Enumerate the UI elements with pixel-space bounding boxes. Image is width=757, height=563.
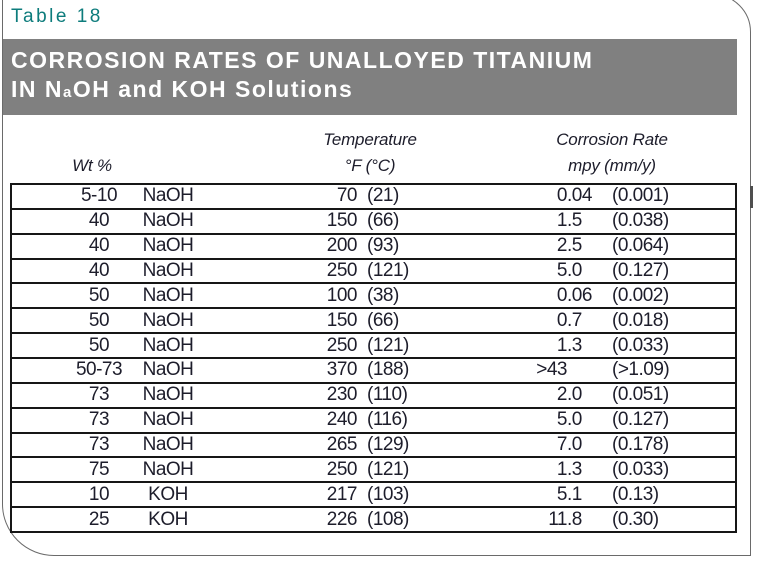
solution-cell: NaOH (142, 235, 194, 257)
temp-c-cell: (93) (367, 235, 399, 257)
rate-mpy-int-cell: 0 (556, 284, 567, 306)
title-line-2 (11, 75, 737, 107)
temp-c-cell: (121) (367, 458, 409, 480)
temp-f-cell: 217 (326, 483, 357, 505)
solution-cell: NaOH (142, 260, 194, 281)
rate-mpy-frac-cell: .1 (567, 483, 582, 505)
rate-mm-cell: (0.038) (612, 210, 669, 232)
temp-f-cell: 250 (326, 334, 357, 356)
wt-percent-cell: 73 (88, 409, 110, 431)
table-row (12, 357, 735, 382)
table-row (12, 307, 735, 332)
page-edge-mark (750, 186, 753, 208)
solution-cell: NaOH (142, 185, 194, 207)
table-row (12, 382, 735, 407)
solution-cell: NaOH (142, 309, 194, 331)
rate-mpy-int-cell: 0 (556, 185, 567, 207)
rate-mpy-int-cell: 5 (556, 260, 567, 281)
temp-f-cell: 100 (326, 284, 357, 306)
table-row (12, 432, 735, 457)
table-row (12, 481, 735, 506)
rate-mpy-int-cell: 5 (556, 483, 567, 505)
solution-cell: KOH (148, 508, 188, 530)
title-line-1: CORROSION RATES OF UNALLOYED TITANIUM (11, 47, 594, 73)
table-row (12, 456, 735, 481)
title-banner (3, 39, 737, 115)
temperature-units: °F (°C) (344, 156, 396, 175)
rate-mpy-int-cell: 1 (556, 458, 567, 480)
table-row (12, 208, 735, 233)
rate-mm-cell: (0.127) (612, 260, 669, 281)
rate-mpy-int-cell: 0 (556, 309, 567, 331)
temp-f-cell: 226 (326, 508, 357, 530)
rate-mpy-frac-cell: .8 (567, 508, 582, 530)
title-line-2-prefix: IN N (11, 76, 63, 102)
solution-cell: NaOH (142, 409, 194, 431)
rate-mpy-frac-cell: .0 (567, 409, 582, 431)
rate-mpy-frac-cell: .04 (567, 185, 592, 207)
table-row (12, 332, 735, 357)
temp-c-cell: (103) (367, 483, 409, 505)
temp-c-cell: (121) (367, 260, 409, 281)
temp-c-cell: (116) (367, 409, 408, 431)
data-table (10, 183, 737, 533)
rate-mm-cell: (0.033) (612, 458, 669, 480)
table-row (12, 258, 735, 283)
rate-mm-cell: (0.018) (612, 309, 669, 331)
wt-percent-cell: 50 (88, 284, 110, 306)
wt-percent-cell: 40 (88, 210, 110, 232)
rate-mpy-frac-cell: .7 (567, 309, 582, 331)
rate-mm-cell: (0.13) (612, 483, 659, 505)
rate-mpy-int-cell: 2 (556, 384, 567, 406)
solution-cell: NaOH (142, 434, 194, 456)
rate-mm-cell: (0.051) (612, 384, 669, 406)
corrosion-rate-units: mpy (mm/y) (568, 156, 656, 175)
rate-mpy-int-cell: 11 (548, 508, 567, 530)
wt-percent-cell: 40 (88, 235, 110, 257)
solution-cell: NaOH (142, 384, 194, 406)
temp-c-cell: (66) (367, 309, 399, 331)
rate-mm-cell: (0.002) (612, 284, 669, 306)
table-row (12, 282, 735, 307)
rate-mpy-frac-cell: .5 (567, 235, 582, 257)
rate-mpy-frac-cell: .3 (567, 458, 582, 480)
temp-c-cell: (38) (367, 284, 399, 306)
temp-f-cell: 265 (326, 434, 357, 456)
rate-mpy-int-cell: 7 (556, 434, 567, 456)
rate-mpy-int-cell: >43 (536, 359, 567, 381)
column-header-temperature (260, 127, 480, 179)
wt-percent-cell: 10 (88, 483, 110, 505)
solution-cell: NaOH (142, 359, 194, 381)
temp-c-cell: (188) (367, 359, 409, 381)
wt-percent-cell: 40 (88, 260, 110, 281)
title-line-2-rest: OH and KOH Solutions (72, 76, 354, 102)
solution-cell: NaOH (142, 284, 194, 306)
rate-mm-cell: (0.30) (612, 508, 659, 530)
rate-mm-cell: (0.178) (612, 434, 669, 456)
wt-percent-cell: 50-73 (75, 359, 123, 381)
table-row (12, 407, 735, 432)
temperature-label: Temperature (323, 130, 417, 149)
rate-mm-cell: (0.064) (612, 235, 669, 257)
wt-percent-cell: 5-10 (80, 185, 118, 207)
rate-mpy-frac-cell: .06 (567, 284, 592, 306)
rate-mpy-int-cell: 5 (556, 409, 567, 431)
solution-cell: NaOH (142, 334, 194, 356)
temp-f-cell: 150 (326, 210, 357, 232)
temp-c-cell: (108) (367, 508, 409, 530)
temp-f-cell: 200 (326, 235, 357, 257)
temp-f-cell: 250 (326, 260, 357, 281)
rate-mm-cell: (0.033) (612, 334, 669, 356)
rate-mpy-frac-cell: .0 (567, 434, 582, 456)
temp-c-cell: (21) (367, 185, 399, 207)
wt-percent-cell: 25 (88, 508, 110, 530)
rate-mm-cell: (0.001) (612, 185, 669, 207)
temp-c-cell: (121) (367, 334, 409, 356)
solution-cell: NaOH (142, 458, 194, 480)
temp-c-cell: (66) (367, 210, 399, 232)
rate-mpy-frac-cell: .0 (567, 384, 582, 406)
table-row (12, 233, 735, 258)
table-row (12, 506, 735, 531)
rate-mpy-frac-cell: .5 (567, 210, 582, 232)
wt-percent-cell: 50 (88, 309, 110, 331)
column-header-wt-percent: Wt % (72, 156, 112, 175)
naoh-subscript-a: a (63, 84, 73, 101)
rate-mpy-frac-cell: .3 (567, 334, 582, 356)
temp-f-cell: 240 (326, 409, 357, 431)
rate-mpy-int-cell: 1 (556, 334, 567, 356)
temp-c-cell: (129) (367, 434, 409, 456)
wt-percent-cell: 73 (88, 384, 110, 406)
temp-c-cell: (110) (367, 384, 408, 406)
temp-f-cell: 250 (326, 458, 357, 480)
table-number-label: Table 18 (11, 6, 103, 27)
rate-mm-cell: (0.127) (612, 409, 669, 431)
table-row (12, 185, 735, 208)
rate-mpy-frac-cell: .0 (567, 260, 582, 281)
wt-percent-cell: 73 (88, 434, 110, 456)
wt-percent-cell: 50 (88, 334, 110, 356)
column-header-corrosion-rate (502, 127, 722, 179)
solution-cell: NaOH (142, 210, 194, 232)
wt-percent-cell: 75 (88, 458, 110, 480)
temp-f-cell: 370 (326, 359, 357, 381)
rate-mpy-int-cell: 1 (556, 210, 567, 232)
temp-f-cell: 150 (326, 309, 357, 331)
solution-cell: KOH (148, 483, 188, 505)
corrosion-rate-label: Corrosion Rate (556, 130, 668, 149)
temp-f-cell: 70 (336, 185, 357, 207)
rate-mm-cell: (>1.09) (612, 359, 670, 381)
rate-mpy-int-cell: 2 (556, 235, 567, 257)
temp-f-cell: 230 (326, 384, 357, 406)
